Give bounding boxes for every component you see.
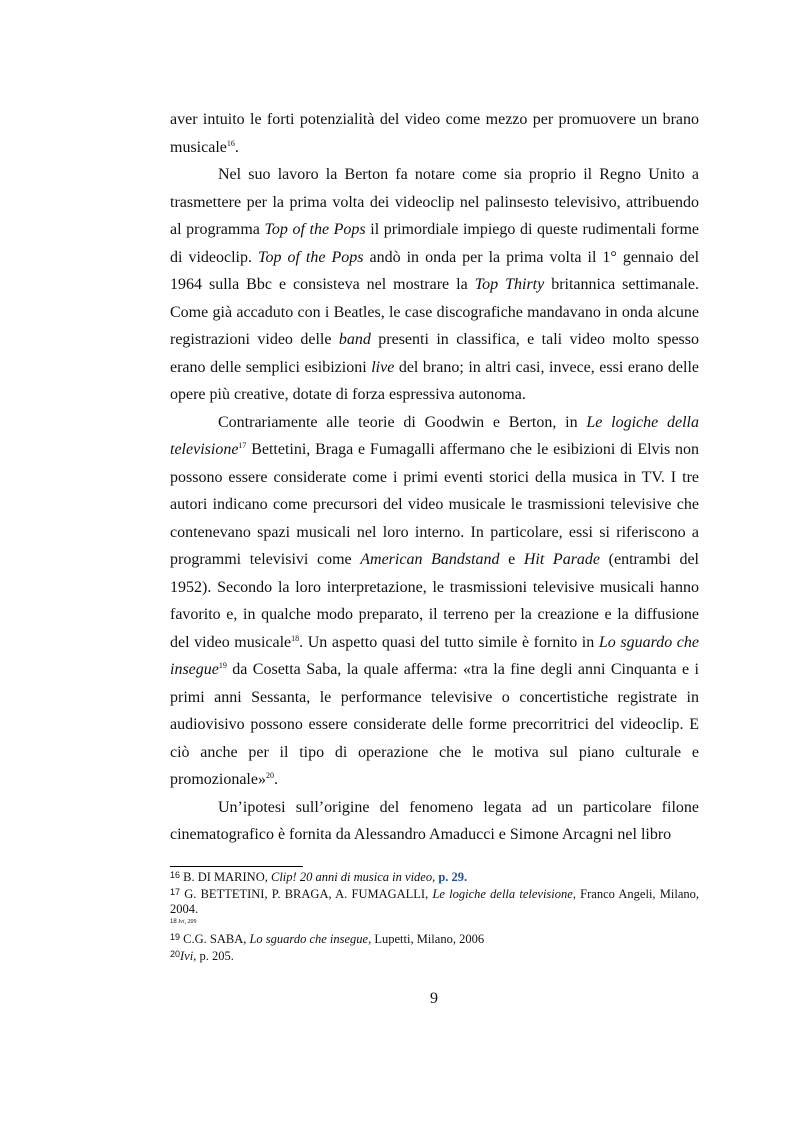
text-run: Un’ipotesi sull’origine del fenomeno legata ad un particolare filone cinematografico è fornita da Alessandro Amaducci e Simone Arcagni nel libro	[170, 798, 699, 843]
text-run: andò in onda per la prima volta il 1° gennaio del 1964 sulla Bbc e consisteva nel mostrare la	[170, 248, 700, 293]
footnote-separator	[170, 866, 303, 867]
italic-text: Hit Parade	[523, 551, 601, 568]
italic-text: Ivi	[180, 949, 194, 963]
text-run: presenti in classifica, e tali video molto spesso erano delle semplici esibizioni	[170, 331, 699, 376]
text-run: e	[499, 551, 524, 568]
footnote-ref: 20	[265, 771, 274, 780]
footnote-ref: 19	[218, 661, 227, 670]
text-run: , 209	[184, 919, 197, 925]
italic-text: Top Thirty	[474, 276, 545, 293]
italic-text: Le logiche della televisione	[432, 887, 573, 901]
footnote-ref: 17	[170, 887, 181, 897]
text-run: (entrambi del 1952). Secondo la loro interpretazione, le trasmissioni televisive musicali hanno favorito e, in qualche modo preparato, il terreno per la creazione e la diffusione del video musicale	[170, 551, 700, 651]
italic-text: Le logiche della televisione	[170, 413, 700, 458]
page-link[interactable]: p. 29.	[438, 870, 468, 884]
text-run: britannica settimanale. Come già accaduto con i Beatles, le case discografiche mandavano in onda alcune registrazioni video delle	[170, 276, 700, 348]
italic-text: American Bandstand	[360, 551, 500, 568]
text-run: .	[273, 771, 278, 788]
text-run: da Cosetta Saba, la quale afferma: «tra la fine degli anni Cinquanta e i primi anni Sessanta, le performance televisive o concertistiche registrate in audiovisivo possono essere considerate delle forme precorritrici del videoclip. E ciò anche per il tipo di operazione che le motiva sul piano culturale e promozionale»	[170, 661, 699, 788]
text-run: , Franco Angeli, Milano, 2004.	[170, 887, 699, 916]
footnote	[170, 932, 699, 947]
text-run: G. BETTETINI, P. BRAGA, A. FUMAGALLI,	[180, 887, 433, 901]
text-run: Nel suo lavoro la Berton fa notare come sia proprio il Regno Unito a trasmettere per la prima volta dei videoclip nel palinsesto televisivo, attribuendo al programma	[170, 166, 699, 238]
italic-text: Top of the Pops	[258, 248, 364, 266]
footnote	[170, 870, 699, 885]
italic-text: Ivi	[178, 919, 185, 925]
paragraph	[170, 161, 699, 409]
text-run: . Un aspetto quasi del tutto simile è fornito in	[299, 633, 599, 651]
text-run: B. DI MARINO,	[180, 870, 271, 884]
text-run: .	[234, 138, 239, 156]
footnote-ref: 17	[238, 441, 247, 450]
italic-text: Lo sguardo che insegue	[249, 932, 369, 946]
text-run: aver intuito le forti potenzialità del video come mezzo per promuovere un brano musicale	[170, 111, 699, 156]
footnote	[170, 949, 699, 964]
footnote-ref: 19	[170, 932, 181, 942]
paragraph	[170, 106, 699, 161]
text-run: Bettetini, Braga e Fumagalli affermano che le esibizioni di Elvis non possono essere considerate come i primi eventi storici della musica in TV. I tre autori indicano come precursori del video musicale le trasmissioni televisive che contenevano spazi musicali nel loro interno. In particolare, essi si riferiscono a programmi televisivi come	[170, 441, 699, 568]
italic-text: Top of the Pops	[264, 221, 366, 238]
italic-text: live	[371, 358, 395, 376]
text-run: il primordiale impiego di queste rudimentali forme di videoclip.	[170, 221, 700, 266]
text-run: , p. 205.	[193, 949, 234, 963]
body-text	[170, 106, 699, 849]
footnote	[170, 918, 699, 926]
footnote-ref: 20	[170, 949, 181, 959]
paragraph	[170, 794, 699, 849]
text-run: , Lupetti, Milano, 2006	[368, 932, 485, 946]
footnote-ref: 16	[170, 870, 181, 880]
footnote-ref: 18	[291, 633, 300, 643]
italic-text: band	[338, 331, 371, 348]
footnotes	[170, 870, 699, 964]
italic-text: Clip! 20 anni di musica in video	[271, 870, 433, 884]
text-run: ,	[432, 870, 439, 884]
page-number: 9	[430, 990, 438, 1007]
text-run: C.G. SABA,	[180, 932, 250, 946]
italic-text: Lo sguardo che insegue	[170, 633, 699, 678]
text-run: Contrariamente alle teorie di Goodwin e Berton, in	[218, 413, 587, 431]
paragraph	[170, 409, 699, 794]
footnote-ref: 18	[170, 919, 177, 925]
footnote	[170, 887, 699, 917]
text-run: del brano; in altri casi, invece, essi erano delle opere più creative, dotate di forza espressiva autonoma.	[170, 358, 700, 403]
footnote-ref: 16	[226, 138, 235, 148]
